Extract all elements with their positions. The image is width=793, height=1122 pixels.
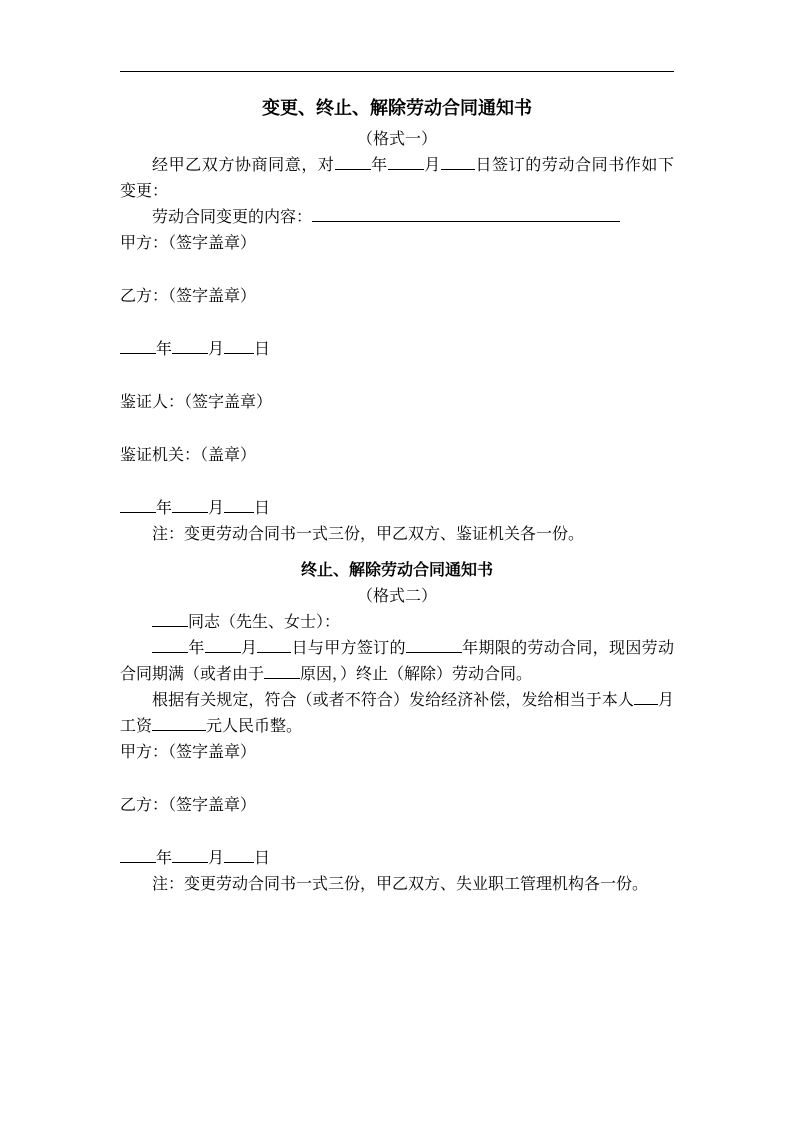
format2-party-a: 甲方：（签字盖章） bbox=[120, 742, 257, 761]
format2-label: （格式二） bbox=[356, 586, 437, 605]
text-segment: 原因，）终止（解除）劳动合同。 bbox=[300, 664, 533, 683]
year-label: 年 bbox=[188, 638, 205, 657]
format1-witness: 鉴证人：（签字盖章） bbox=[120, 392, 273, 411]
month-blank[interactable] bbox=[205, 635, 241, 653]
month-label: 月 bbox=[208, 339, 225, 358]
change-content-label: 劳动合同变更的内容： bbox=[152, 207, 313, 226]
day-blank[interactable] bbox=[224, 336, 254, 354]
year-blank[interactable] bbox=[120, 495, 156, 513]
format2-party-b: 乙方：（签字盖章） bbox=[120, 795, 257, 814]
month-label: 月 bbox=[240, 638, 258, 657]
month-blank[interactable] bbox=[388, 152, 424, 170]
months-blank[interactable] bbox=[634, 687, 658, 705]
reason-blank[interactable] bbox=[264, 661, 300, 679]
day-blank[interactable] bbox=[441, 152, 475, 170]
year-label: 年 bbox=[156, 498, 173, 517]
text-segment: 经甲乙双方协商同意，对 bbox=[152, 155, 335, 174]
text-segment: 月工资 bbox=[120, 690, 674, 735]
year-blank[interactable] bbox=[335, 152, 371, 170]
day-blank[interactable] bbox=[257, 635, 291, 653]
day-label: 日 bbox=[254, 339, 271, 358]
format1-party-b: 乙方：（签字盖章） bbox=[120, 286, 257, 305]
format1-date-2 bbox=[120, 495, 674, 521]
format2-paragraph-2 bbox=[120, 687, 674, 739]
year-blank[interactable] bbox=[120, 845, 156, 863]
month-label: 月 bbox=[208, 498, 225, 517]
format1-label: （格式一） bbox=[356, 129, 437, 148]
format1-party-a: 甲方：（签字盖章） bbox=[120, 233, 257, 252]
text-segment: 根据有关规定，符合（或者不符合）发给经济补偿，发给相当于本人 bbox=[152, 690, 634, 709]
format2-note: 注：变更劳动合同书一式三份，甲乙双方、失业职工管理机构各一份。 bbox=[152, 874, 649, 893]
text-segment: 日与甲方签订的 bbox=[291, 638, 406, 657]
format2-comrade bbox=[120, 609, 674, 635]
format1-change-content bbox=[120, 204, 674, 230]
year-blank[interactable] bbox=[120, 336, 156, 354]
name-blank[interactable] bbox=[152, 609, 188, 627]
text-segment: 年期限的劳动合同，现因劳动合同期满（或者由于 bbox=[120, 638, 674, 683]
month-blank[interactable] bbox=[172, 495, 208, 513]
document-body bbox=[120, 92, 674, 897]
year-label: 年 bbox=[156, 339, 173, 358]
month-blank[interactable] bbox=[172, 845, 208, 863]
format1-title: 变更、终止、解除劳动合同通知书 bbox=[262, 98, 532, 119]
text-segment: 元人民币整。 bbox=[206, 716, 303, 735]
year-blank[interactable] bbox=[152, 635, 188, 653]
month-label: 月 bbox=[208, 848, 225, 867]
month-label: 月 bbox=[423, 155, 441, 174]
day-label: 日 bbox=[254, 848, 271, 867]
day-blank[interactable] bbox=[224, 845, 254, 863]
day-blank[interactable] bbox=[224, 495, 254, 513]
year-label: 年 bbox=[370, 155, 388, 174]
amount-blank[interactable] bbox=[152, 713, 206, 731]
day-label: 日 bbox=[254, 498, 271, 517]
format2-title: 终止、解除劳动合同通知书 bbox=[300, 560, 493, 579]
term-blank[interactable] bbox=[406, 635, 462, 653]
text-segment: 日签订的劳动合同书作如下变更： bbox=[120, 155, 674, 200]
format1-paragraph-1 bbox=[120, 152, 674, 204]
format1-witness-org: 鉴证机关：（盖章） bbox=[120, 445, 257, 464]
change-content-blank[interactable] bbox=[312, 204, 620, 222]
format2-paragraph-1 bbox=[120, 635, 674, 687]
format1-date-1 bbox=[120, 336, 674, 362]
year-label: 年 bbox=[156, 848, 173, 867]
comrade-label: 同志（先生、女士）： bbox=[188, 612, 341, 631]
format1-note: 注：变更劳动合同书一式三份，甲乙双方、鉴证机关各一份。 bbox=[152, 524, 585, 543]
month-blank[interactable] bbox=[172, 336, 208, 354]
format2-date bbox=[120, 845, 674, 871]
header-rule bbox=[120, 71, 674, 72]
